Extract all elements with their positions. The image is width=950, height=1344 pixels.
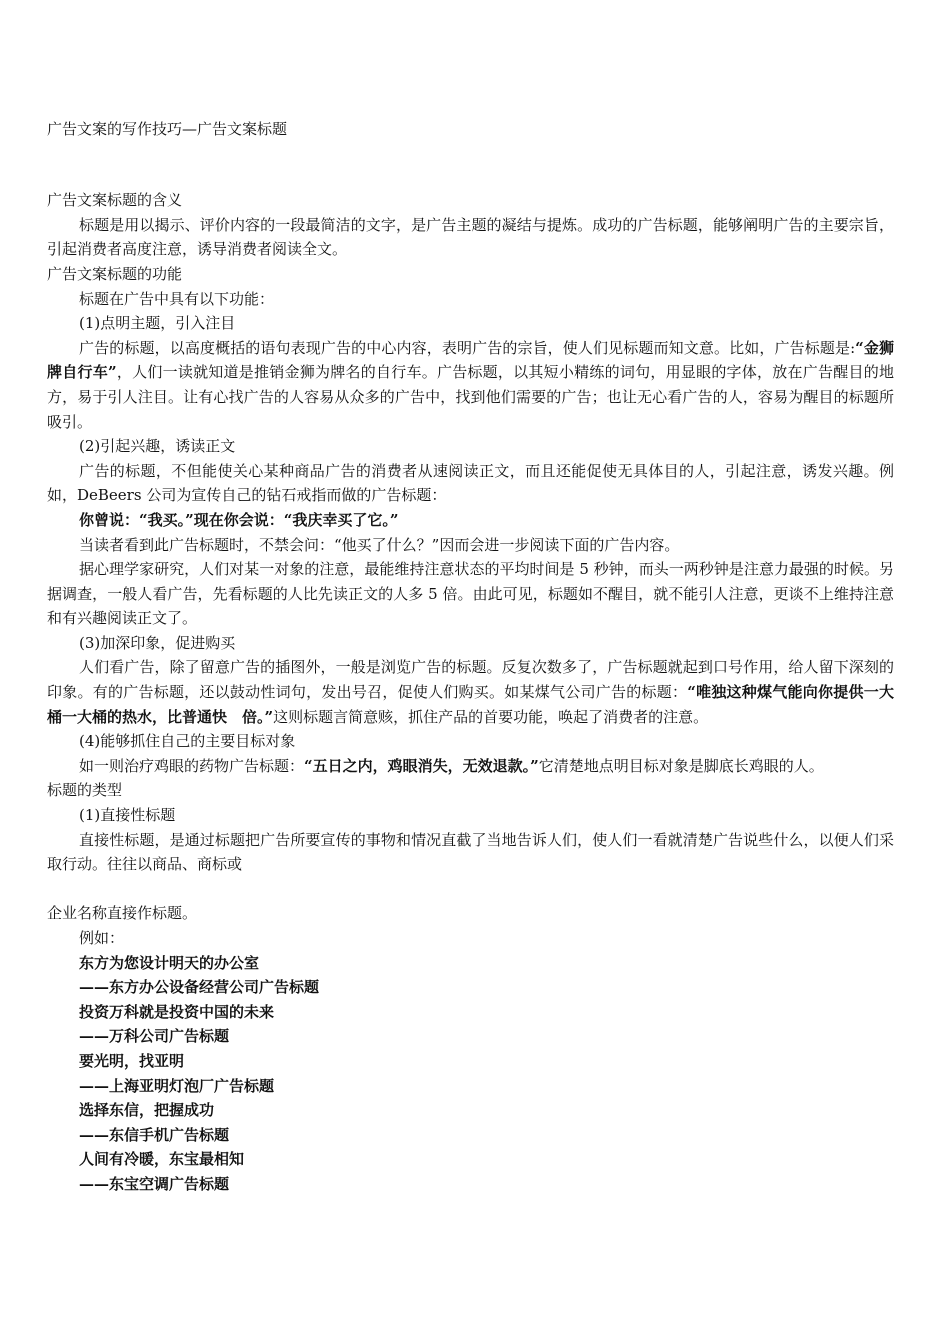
example-headline: 人间有冷暖，东宝最相知 [79,1150,245,1169]
function-4-example: “五日之内，鸡眼消失，无效退款。” [304,756,539,775]
type-1-title: (1)直接性标题 [79,806,176,825]
function-3-text-b: 这则标题言简意赅，抓住产品的首要功能，唤起了消费者的注意。 [273,707,709,726]
types-heading: 标题的类型 [47,781,123,800]
function-1-text-b: ，人们一读就知道是推销金狮为牌名的自行车。广告标题，以其短小精练的词句，用显眼的字体，放在广告醒目的地方，易于引人注目。让有心找广告的人容易从众多的广告中，找到他们需要的广告；也让无心看广告的人，容易为醒目的标题所吸引。 [47,363,894,431]
function-2-quote [47,508,894,533]
type-1-body: 直接性标题，是通过标题把广告所要宣传的事物和情况直截了当地告诉人们，使人们一看就清楚广告说些什么，以便人们采取行动。往往以商品、商标或 [47,830,894,874]
spacer [47,166,894,188]
function-intro: 标题在广告中具有以下功能： [79,289,275,308]
function-2-body: 广告的标题，不但能使关心某种商品广告的消费者从速阅读正文，而且还能促使无具体目的人，引起注意，诱发兴趣。例如，DeBeers 公司为宣传自己的钻石戒指而做的广告标题： [47,461,894,505]
example-source: ——东方办公设备经营公司广告标题 [79,978,320,997]
function-4-text-b: 它清楚地点明目标对象是脚底长鸡眼的人。 [538,756,824,775]
function-2-quote-text: 你曾说：“我买。”现在你会说：“我庆幸买了它。” [79,510,399,529]
function-1-example: “金狮牌自行车” [47,338,894,382]
function-3-text-a: 人们看广告，除了留意广告的插图外，一般是浏览广告的标题。反复次数多了，广告标题就起到口号作用，给人留下深刻的印象。有的广告标题，还以鼓动性词句，发出号召，促使人们购买。如某煤气公司广告的标题： [47,658,894,702]
example-source: ——东信手机广告标题 [79,1125,230,1144]
function-2-title: (2)引起兴趣，诱读正文 [79,437,236,456]
function-4-text-a: 如一则治疗鸡眼的药物广告标题： [79,756,305,775]
function-1-body [47,336,894,434]
meaning-body: 标题是用以揭示、评价内容的一段最简洁的文字，是广告主题的凝结与提炼。成功的广告标题，能够阐明广告的主要宗旨，引起消费者高度注意，诱导消费者阅读全文。 [47,215,894,259]
example-headline: 投资万科就是投资中国的未来 [79,1002,275,1021]
function-1-text-a: 广告的标题，以高度概括的语句表现广告的中心内容，表明广告的宗旨，使人们见标题而知文意。比如，广告标题是: [79,338,856,357]
function-2-research: 据心理学家研究，人们对某一对象的注意，最能维持注意状态的平均时间是 5 秒钟，而头一两秒钟是注意力最强的时候。另据调查，一般人看广告，先看标题的人比先读正文的人多 5 倍。由此可见，标题如不醒目，就不能引人注意，更谈不上维持注意和有兴趣阅读正文了。 [47,560,894,628]
function-heading: 广告文案标题的功能 [47,264,183,283]
spacer [47,142,894,167]
document-title: 广告文案的写作技巧—广告文案标题 [47,120,288,138]
example-source: ——东宝空调广告标题 [79,1174,230,1193]
function-3-example: “唯独这种煤气能向你提供一大桶一大桶的热水，比普通快 倍。” [47,683,894,726]
function-4-title: (4)能够抓住自己的主要目标对象 [79,732,296,751]
function-3-title: (3)加深印象，促进购买 [79,633,236,652]
example-source: ——上海亚明灯泡厂广告标题 [79,1076,275,1095]
document-page [47,117,894,1197]
function-1-title: (1)点明主题，引入注目 [79,314,236,333]
function-3-body [47,655,894,729]
example-headline: 要光明，找亚明 [79,1051,185,1070]
spacer [47,877,894,902]
example-source: ——万科公司广告标题 [79,1027,230,1046]
function-4-body [47,754,894,779]
meaning-heading: 广告文案标题的含义 [47,191,183,210]
function-2-after: 当读者看到此广告标题时，不禁会问：“他买了什么？”因而会进一步阅读下面的广告内容。 [79,535,680,554]
type-1-continued: 企业名称直接作标题。 [47,904,198,923]
example-headline: 选择东信，把握成功 [79,1101,215,1120]
example-headline: 东方为您设计明天的办公室 [79,953,260,972]
examples-label: 例如： [79,929,125,947]
